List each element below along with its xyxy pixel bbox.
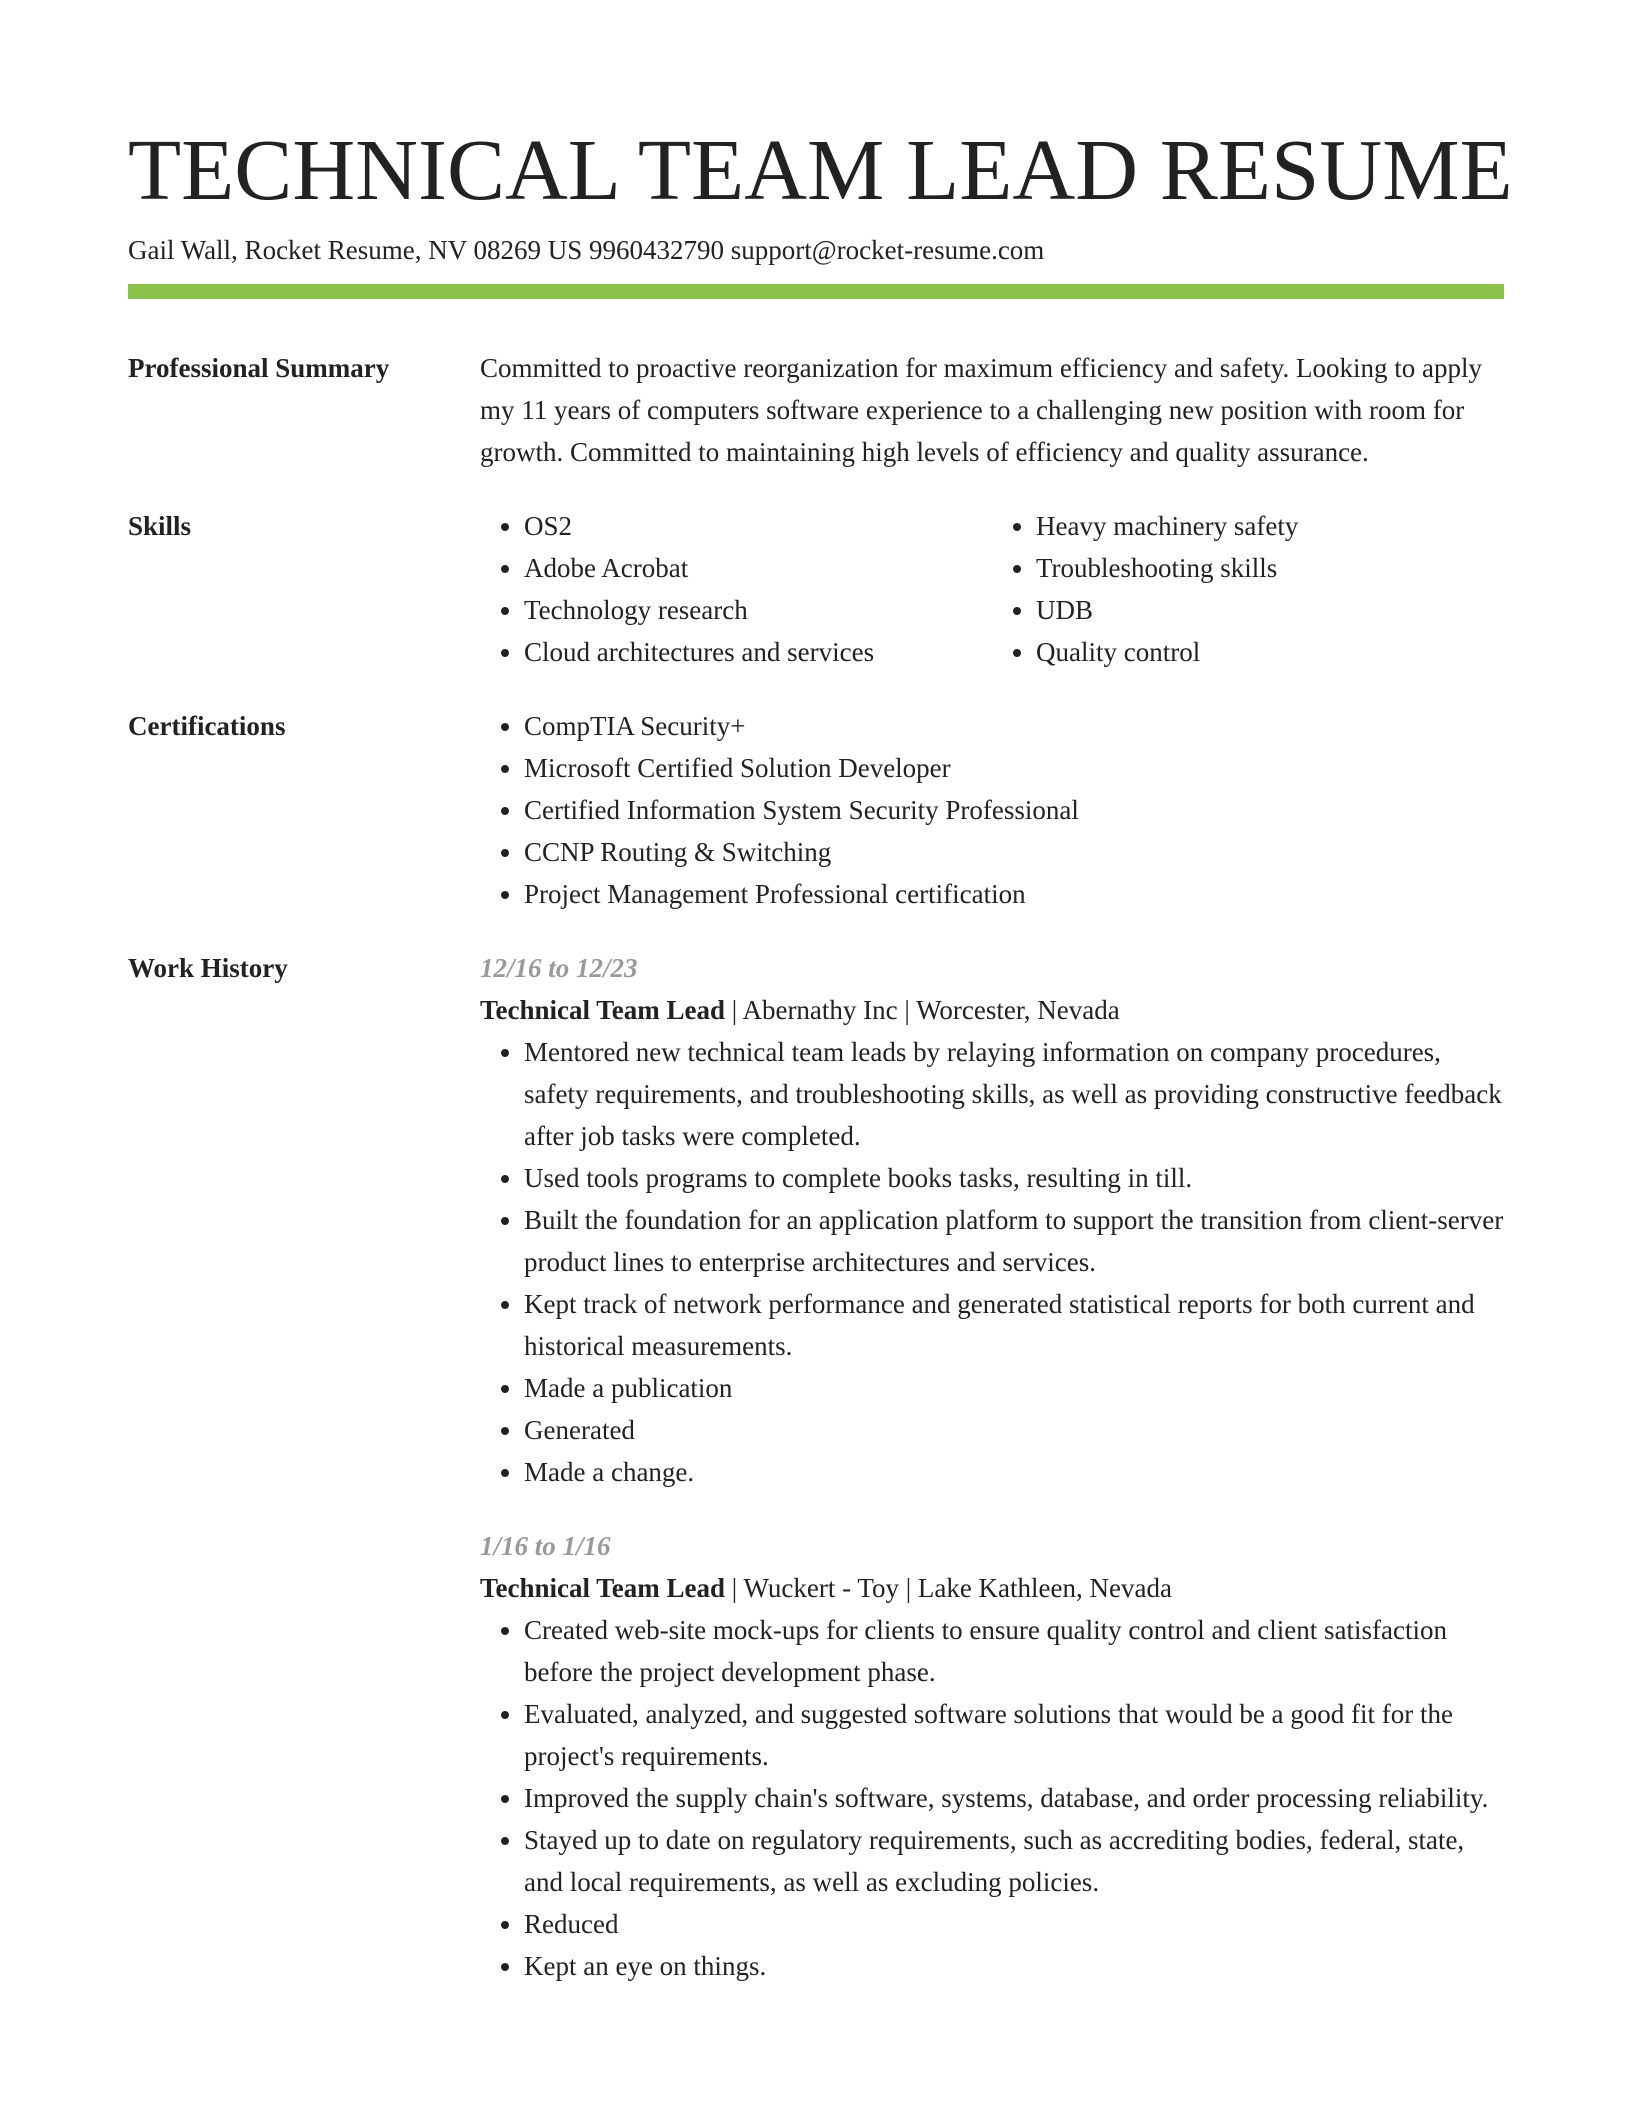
job-bullet: • Made a change. [524,1451,1504,1493]
skill-item: • Adobe Acrobat [524,547,992,589]
certification-item: • CCNP Routing & Switching [524,831,1504,873]
skill-item: • Quality control [1036,631,1504,673]
skill-item: • OS2 [524,505,992,547]
job-entry [480,947,1504,1493]
skills-grid [480,505,1504,673]
job-bullet: • Mentored new technical team leads by relaying information on company procedures, safety requirements, and troubleshooting skills, as well as providing constructive feedback after job tasks were completed. [524,1031,1504,1157]
job-bullet: • Made a publication [524,1367,1504,1409]
skill-item: • Heavy machinery safety [1036,505,1504,547]
certifications-body [480,705,1504,915]
skills-body [480,505,1504,673]
summary-heading: Professional Summary [128,353,390,383]
summary-text: Committed to proactive reorganization for maximum efficiency and safety. Looking to apply my 11 years of computers software experience to a challenging new position with room for growth. Committed to maintaining high levels of efficiency and quality assurance. [480,353,1482,467]
job-dates: 1/16 to 1/16 [480,1531,611,1561]
job-bullet: • Built the foundation for an application platform to support the transition from client-server product lines to enterprise architectures and services. [524,1199,1504,1283]
resume-page [128,118,1513,1987]
job-title: Technical Team Lead [480,1573,726,1603]
certification-item: • Certified Information System Security Professional [524,789,1504,831]
skill-item: • Troubleshooting skills [1036,547,1504,589]
job-bullet: • Stayed up to date on regulatory requirements, such as accrediting bodies, federal, state, and local requirements, as well as excluding policies. [524,1819,1504,1903]
skills-section [128,505,1504,673]
certification-item: • Project Management Professional certification [524,873,1504,915]
contact-line: Gail Wall, Rocket Resume, NV 08269 US 9960432790 support@rocket-resume.com [128,235,1045,265]
work-history-heading: Work History [128,953,288,983]
job-title: Technical Team Lead [480,995,726,1025]
certification-item: • CompTIA Security+ [524,705,1504,747]
skills-heading: Skills [128,511,192,541]
job-header [480,989,1504,1031]
work-history-section [128,947,1504,1987]
skills-list-left [480,505,992,673]
job-bullet: • Created web-site mock-ups for clients to ensure quality control and client satisfaction before the project development phase. [524,1609,1504,1693]
job-dates: 12/16 to 12/23 [480,953,638,983]
skill-item: • UDB [1036,589,1504,631]
skill-item: • Technology research [524,589,992,631]
certification-item: • Microsoft Certified Solution Developer [524,747,1504,789]
job-bullet: • Reduced [524,1903,1504,1945]
certifications-heading: Certifications [128,711,286,741]
job-details: | Wuckert - Toy | Lake Kathleen, Nevada [725,1573,1172,1603]
job-details: | Abernathy Inc | Worcester, Nevada [725,995,1120,1025]
job-bullet: • Kept an eye on things. [524,1945,1504,1987]
summary-section [128,347,1504,473]
job-entry [480,1525,1504,1987]
skill-item: • Cloud architectures and services [524,631,992,673]
resume-title: TECHNICAL TEAM LEAD RESUME [128,121,1513,218]
skills-list-right [992,505,1504,673]
job-bullets [480,1609,1504,1987]
certifications-section [128,705,1504,915]
accent-divider [128,284,1504,299]
job-bullet: • Evaluated, analyzed, and suggested software solutions that would be a good fit for the project's requirements. [524,1693,1504,1777]
job-bullet: • Kept track of network performance and generated statistical reports for both current and historical measurements. [524,1283,1504,1367]
certifications-list [480,705,1504,915]
job-bullet: • Generated [524,1409,1504,1451]
job-bullets [480,1031,1504,1493]
job-header [480,1567,1504,1609]
work-history-body [480,947,1504,1987]
job-bullet: • Improved the supply chain's software, systems, database, and order processing reliability. [524,1777,1504,1819]
job-bullet: • Used tools programs to complete books tasks, resulting in till. [524,1157,1504,1199]
